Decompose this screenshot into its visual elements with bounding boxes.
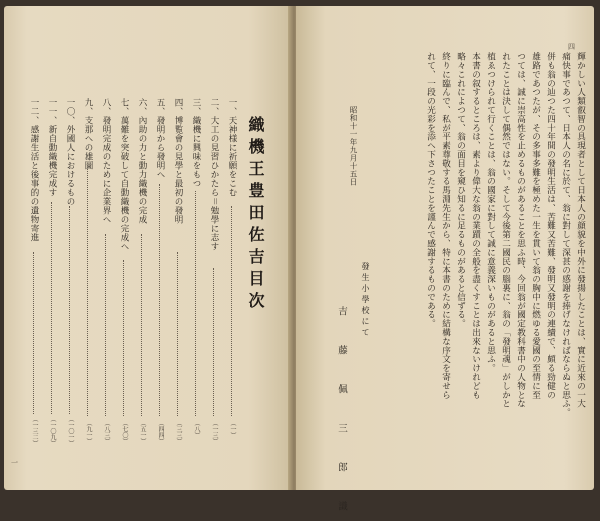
toc-entry-page: （五一） <box>139 420 146 444</box>
toc-leader-dots <box>159 184 160 416</box>
toc-entry-label: 一二、感謝生活と後事的の遺物寄進 <box>29 98 39 242</box>
preface-line: 植ゑつけられて行くことは、翁の國家に對して誠に意義深いものがあると思ふ。 <box>485 52 496 373</box>
toc-entry-label: 九、支那への雄圖 <box>83 98 93 170</box>
left-page <box>4 6 292 490</box>
toc-entry-label: 三、織機に興味をもつ <box>191 98 201 188</box>
toc-title: 織機王豊田佐吉目次 <box>246 116 265 314</box>
toc-entry-page: （一三） <box>211 420 218 444</box>
toc-entry-page: （一〇九） <box>49 416 56 446</box>
toc-entry-label: 五、發明から發明へ <box>155 98 165 179</box>
toc-entry-label: 一一、新自動織機完成す <box>47 98 57 197</box>
toc-entry-page: （八三） <box>103 420 110 444</box>
toc-entry-page: （八） <box>193 420 200 438</box>
toc-leader-dots <box>105 234 106 416</box>
toc-entry-page: （一） <box>229 420 236 438</box>
preface-line: 雄路であつたが、その多事多難を極めた一生を貫いて翁の胸中に燃ゆる愛國の至情に至 <box>530 52 541 400</box>
toc-leader-dots <box>213 268 214 416</box>
toc-entry-page: （三三） <box>175 420 182 444</box>
toc-leader-dots <box>51 202 52 414</box>
toc-leader-dots <box>123 260 124 416</box>
toc-leader-dots <box>231 206 232 416</box>
toc-entry-label: 一、天神様に祈願をこむ <box>227 98 237 197</box>
preface-line: 略々これによつて、翁の面目を窺ひ知るに足るものがあると信ずる。 <box>455 52 466 328</box>
toc-entry-label: 四、博覧會の見學と最初の發明 <box>173 98 183 224</box>
preface-place: 發生小學校にて <box>361 262 370 339</box>
preface-date: 昭和十一年九月十五日 <box>349 106 358 186</box>
toc-leader-dots <box>141 234 142 416</box>
toc-entry-page: （七〇） <box>121 420 128 444</box>
preface-line: 終りに臨んで、私が平素尊敬する馬淵先生から、特に本書のために結構な序文を寄せら <box>440 52 451 400</box>
toc-entry-page: （四四） <box>157 420 164 444</box>
toc-leader-dots <box>195 191 196 416</box>
toc-entry-label: 二、大工の見習ひかたら＝勉學に志す <box>209 98 219 252</box>
toc-entry-page: （九一） <box>85 420 92 444</box>
preface-line: つては、誠に崇高性を止めるものがあることを思ふ時、今回翁が國定教科書中の人物とな <box>515 52 526 408</box>
toc-entry-page: （一三二） <box>31 416 38 446</box>
preface-line: 併も翁の辿つた四十年間の發明生活は、苦難又苦難、發明又發明の連續で、頗る勁健の <box>545 52 556 400</box>
page-number: 四 <box>568 43 575 51</box>
toc-leader-dots <box>33 252 34 414</box>
toc-leader-dots <box>69 206 70 414</box>
toc-entry-label: 七、萬難を突破して自動織機の完成へ <box>119 98 129 251</box>
toc-leader-dots <box>87 169 88 416</box>
preface-line: 痛快事であつて、日本人の名に於て、翁に對して深甚の感謝を捧げなければならぬと思ふ。 <box>560 52 571 417</box>
toc-entry-page: （一〇一） <box>67 416 74 446</box>
toc-leader-dots <box>177 252 178 416</box>
preface-line: 輝かしい人類叡智の具現者として日本人の顔貌を中外に發揚したことは、實に近來の一大 <box>575 52 586 408</box>
preface-line: れて、一段の光彩を添へ下さつたことを謹んで感謝するものである。 <box>425 52 436 328</box>
preface-line: 本書の叙するところは、素より偉大な翁の業蹟の全般を盡くすことは出來ないけれども <box>470 52 481 400</box>
preface-author: 吉 藤 佩 三 郎 識 <box>336 306 347 521</box>
left-page-marker: 一 <box>11 459 18 467</box>
toc-entry-label: 六、內助の力と動力織機の完成 <box>137 98 147 224</box>
preface-line: れたことは決して偶然ではない。そして今後第二國民の腦裏に、翁の「發明魂」がしかと <box>500 52 511 408</box>
toc-entry-label: 八、發明完成のために企業界へ <box>101 98 111 224</box>
toc-entry-label: 一〇、外國人におけるもの <box>65 98 75 206</box>
right-page <box>296 6 594 521</box>
